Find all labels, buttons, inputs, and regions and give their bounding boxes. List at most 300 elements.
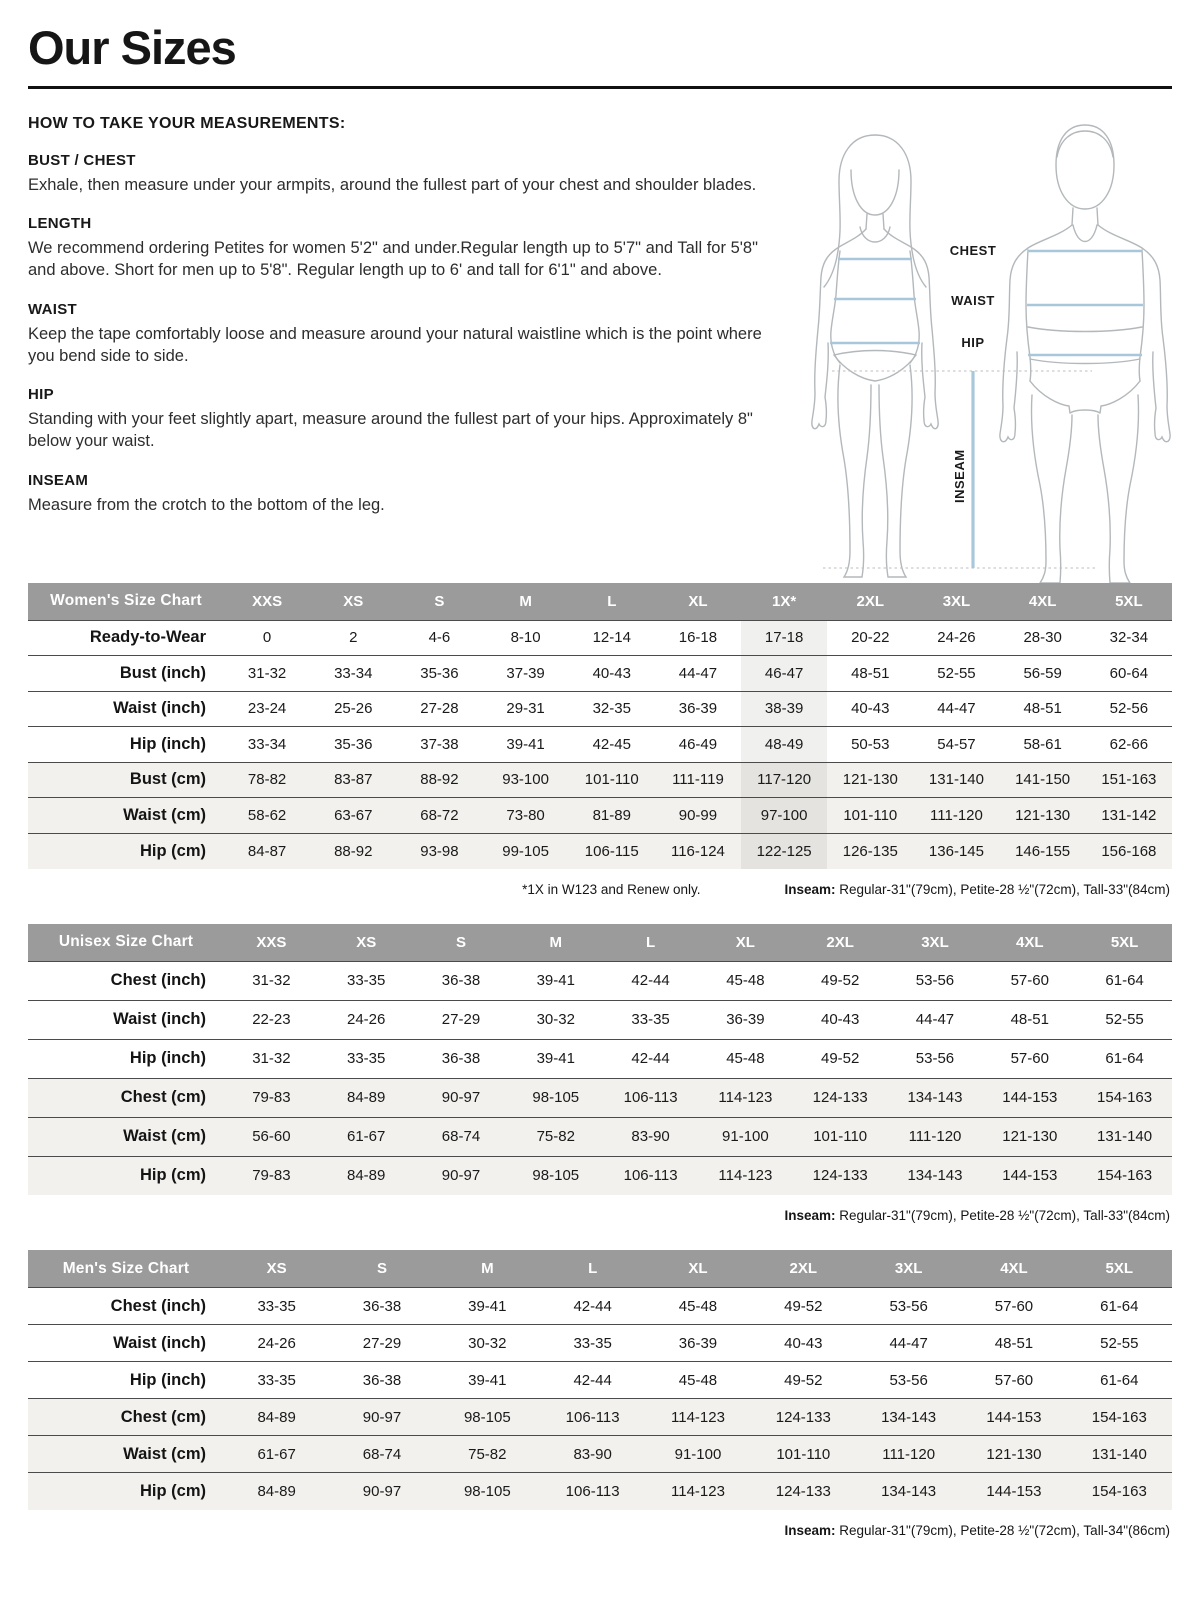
table-cell: 57-60 [994,1297,1034,1315]
table-cell: 75-82 [536,1128,575,1146]
table-cell: 42-44 [573,1371,612,1389]
column-header: XL [645,1250,750,1288]
table-cell: 111-120 [930,806,983,824]
woman-figure-outline [812,135,938,577]
column-header: L [569,583,655,621]
table-row [28,1362,1172,1399]
table-cell: 46-49 [678,735,718,753]
table-cell: 131-142 [1101,806,1157,824]
instruction-section [28,215,770,282]
table-cell: 40-43 [592,664,631,682]
section-text: Keep the tape comfortably loose and measure around your natural waistline which is the point where you bend side to side. [28,324,762,365]
column-header: S [414,924,509,962]
table-row [28,656,1172,692]
table-cell: 106-113 [565,1408,620,1426]
table-cell: 60-64 [1109,664,1149,682]
instruction-section [28,472,770,517]
inseam-note-label: Inseam: [784,881,836,897]
table-cell: 93-98 [420,842,459,860]
row-label: Hip (cm) [140,841,206,860]
table-cell: 36-39 [678,700,718,718]
column-header: S [396,583,482,621]
chest-label: CHEST [949,242,997,258]
table-row [28,798,1172,834]
table-row [28,1000,1172,1039]
table-title: Women's Size Chart [28,583,224,621]
table-cell: 48-51 [851,664,890,682]
table-cell: 48-51 [1023,700,1062,718]
table-cell: 62-66 [1109,735,1149,753]
table-cell: 134-143 [907,1167,963,1185]
table-cell: 36-39 [678,1334,718,1352]
table-cell: 33-34 [334,664,373,682]
table-cell: 141-150 [1015,771,1071,789]
inseam-note-label: Inseam: [784,1522,836,1538]
measurement-diagram [780,115,1172,583]
table-cell: 131-140 [928,771,984,789]
column-header: 3XL [913,583,999,621]
section-text: Standing with your feet slightly apart, measure around the fullest part of your hips. Approximately 8" below your waist. [28,410,753,451]
table-row [28,727,1172,763]
table-cell: 61-64 [1105,972,1144,990]
table-cell: 91-100 [722,1128,769,1146]
table-cell: 52-55 [1100,1334,1139,1352]
table-cell: 33-35 [573,1334,612,1352]
row-label: Waist (cm) [123,805,206,824]
table-cell: 45-48 [678,1297,718,1315]
table-cell: 122-125 [741,833,827,869]
table-cell: 36-39 [726,1011,765,1029]
table-cell: 4-6 [428,629,451,647]
table-cell: 32-34 [1109,629,1149,647]
header-row [28,1250,1172,1288]
row-label: Hip (cm) [140,1166,206,1185]
table-cell: 33-35 [257,1371,296,1389]
table-row [28,1078,1172,1117]
table-cell: 124-133 [775,1482,831,1500]
column-header: XXS [224,583,310,621]
section-title: LENGTH [28,215,92,233]
table-cell: 101-110 [776,1445,831,1463]
table-cell: 61-67 [347,1128,386,1146]
table-cell: 90-97 [441,1089,481,1107]
table-cell: 27-29 [362,1334,402,1352]
table-cell: 20-22 [851,629,890,647]
table-cell: 16-18 [678,629,718,647]
page-title: Our Sizes [28,21,236,74]
table-cell: 29-31 [506,700,545,718]
column-header: XL [698,924,793,962]
row-label: Hip (inch) [129,734,206,753]
table-cell: 121-130 [986,1445,1042,1463]
table-notes [28,1208,1170,1223]
table-cell: 52-55 [937,664,976,682]
table-cell: 12-14 [592,629,631,647]
table-cell: 33-35 [257,1297,296,1315]
table-cell: 79-83 [252,1089,291,1107]
table-cell: 61-67 [257,1445,296,1463]
column-header: XL [655,583,741,621]
table-row [28,1473,1172,1510]
table-cell: 42-45 [592,735,631,753]
table-cell: 23-24 [247,700,287,718]
table-cell: 114-123 [671,1408,725,1426]
table-row [28,1117,1172,1156]
table-row [28,1325,1172,1362]
table-cell: 44-47 [889,1334,928,1352]
table-cell: 84-89 [257,1482,296,1500]
header-row [28,924,1172,962]
table-cell: 24-26 [347,1011,386,1029]
table-cell: 39-41 [468,1297,507,1315]
table-cell: 93-100 [502,771,549,789]
column-header: M [435,1250,540,1288]
table-cell: 68-74 [441,1128,481,1146]
row-label: Hip (cm) [140,1481,206,1500]
table-row [28,1156,1172,1195]
table-cell: 144-153 [1002,1167,1058,1185]
table-cell: 91-100 [674,1445,722,1463]
table-cell: 63-67 [334,806,373,824]
table-cell: 121-130 [1015,806,1071,824]
row-label: Waist (inch) [113,1333,206,1352]
table-cell: 56-59 [1023,664,1062,682]
table-row [28,1399,1172,1436]
table-cell: 25-26 [334,700,373,718]
table-cell: 49-52 [784,1297,823,1315]
column-header: 5XL [1077,924,1172,962]
table-cell: 52-55 [1105,1011,1144,1029]
size-table [28,1250,1172,1510]
table-cell: 40-43 [784,1334,823,1352]
table-cell: 88-92 [334,842,373,860]
table-cell: 114-123 [671,1482,725,1500]
table-cell: 58-61 [1023,735,1062,753]
table-cell: 48-49 [741,727,827,763]
table-cell: 121-130 [1002,1128,1058,1146]
table-row [28,762,1172,798]
table-cell: 22-23 [252,1011,291,1029]
table-cell: 44-47 [937,700,976,718]
table-cell: 81-89 [592,806,631,824]
instruction-section [28,301,770,368]
table-cell: 97-100 [741,798,827,834]
table-cell: 151-163 [1101,771,1157,789]
instructions-heading: HOW TO TAKE YOUR MEASUREMENTS: [28,114,346,132]
table-cell: 24-26 [257,1334,296,1352]
table-cell: 131-140 [1097,1128,1153,1146]
table-cell: 90-97 [362,1408,402,1426]
table-cell: 111-119 [672,771,724,789]
table-cell: 111-120 [882,1445,936,1463]
table-row [28,1288,1172,1325]
column-header: S [329,1250,434,1288]
table-cell: 134-143 [881,1482,937,1500]
column-header: 2XL [793,924,888,962]
hip-label: HIP [961,334,985,350]
table-cell: 156-168 [1101,842,1157,860]
row-label: Bust (cm) [129,770,206,789]
size-table [28,924,1172,1196]
section-title: WAIST [28,300,77,318]
table-cell: 54-57 [937,735,976,753]
table-cell: 61-64 [1100,1297,1139,1315]
table-cell: 84-89 [347,1167,386,1185]
table-cell: 49-52 [820,972,860,990]
row-label: Waist (inch) [113,699,206,718]
column-header: 1X* [741,583,827,621]
table-cell: 27-28 [420,700,459,718]
table-cell: 101-110 [843,806,898,824]
table-cell: 106-113 [623,1167,678,1185]
size-table [28,583,1172,869]
table-cell: 134-143 [881,1408,937,1426]
table-cell: 136-145 [928,842,984,860]
unisex-size-chart [28,924,1172,1224]
section-text: Measure from the crotch to the bottom of the leg. [28,495,385,514]
table-cell: 57-60 [1010,1050,1049,1068]
table-cell: 42-44 [573,1297,612,1315]
table-cell: 114-123 [718,1167,773,1185]
table-cell: 117-120 [741,762,827,798]
column-header: L [603,924,698,962]
table-cell: 68-72 [420,806,459,824]
table-cell: 90-97 [441,1167,481,1185]
row-label: Chest (inch) [110,971,206,990]
table-cell: 154-163 [1091,1408,1147,1426]
table-cell: 24-26 [937,629,976,647]
table-cell: 79-83 [252,1167,291,1185]
table-cell: 57-60 [1010,972,1049,990]
section-text: We recommend ordering Petites for women 5'2" and under.Regular length up to 5'7" and Tall for 5'8" and above. Short for men up to 5'8". Regular length up to 6' and tall for 6'1" and above. [28,239,758,280]
table-cell: 114-123 [718,1089,773,1107]
column-header: XXS [224,924,319,962]
table-row [28,1436,1172,1473]
column-header: XS [319,924,414,962]
table-cell: 73-80 [506,806,545,824]
table-cell: 53-56 [915,1050,955,1068]
table-cell: 106-115 [584,842,639,860]
table-cell: 83-87 [334,771,373,789]
table-cell: 111-120 [908,1128,962,1146]
table-cell: 49-52 [820,1050,860,1068]
column-header: 4XL [982,924,1077,962]
column-header: 2XL [827,583,913,621]
table-cell: 2 [349,629,358,647]
table-cell: 35-36 [420,664,459,682]
table-cell: 36-38 [362,1371,402,1389]
table-cell: 61-64 [1100,1371,1139,1389]
column-header: 4XL [1000,583,1086,621]
measurement-instructions [28,115,770,517]
table-cell: 98-105 [463,1408,511,1426]
womens-size-chart [28,583,1172,897]
table-cell: 36-38 [362,1297,402,1315]
column-header: 4XL [961,1250,1066,1288]
column-header: XS [224,1250,329,1288]
table-cell: 144-153 [986,1482,1042,1500]
column-header: 3XL [888,924,983,962]
table-cell: 39-41 [468,1371,507,1389]
table-cell: 116-124 [670,842,725,860]
table-cell: 154-163 [1097,1089,1153,1107]
table-cell: 84-87 [247,842,287,860]
table-row [28,691,1172,727]
table-cell: 45-48 [726,972,765,990]
header-row [28,583,1172,621]
inseam-note: Inseam: Regular-31"(79cm), Petite-28 ½"(72cm), Tall-34"(86cm) [784,1522,1170,1538]
table-cell: 98-105 [463,1482,511,1500]
section-text: Exhale, then measure under your armpits, around the fullest part of your chest and shoulder blades. [28,175,757,194]
inseam-note-label: Inseam: [784,1208,836,1224]
table-cell: 124-133 [775,1408,831,1426]
table-cell: 39-41 [536,972,575,990]
table-cell: 99-105 [502,842,549,860]
table-cell: 146-155 [1015,842,1071,860]
table-cell: 101-110 [584,771,639,789]
table-row [28,833,1172,869]
instruction-section [28,386,770,453]
top-section [28,115,1172,583]
table-row [28,1039,1172,1078]
table-cell: 101-110 [813,1128,868,1146]
table-cell: 58-62 [247,806,287,824]
table-cell: 131-140 [1091,1445,1147,1463]
table-cell: 90-97 [362,1482,402,1500]
row-label: Chest (inch) [110,1296,206,1315]
table-title: Unisex Size Chart [28,924,224,962]
table-cell: 42-44 [631,972,670,990]
table-cell: 39-41 [506,735,545,753]
row-label: Hip (inch) [129,1370,206,1389]
mens-size-chart [28,1250,1172,1538]
row-label: Chest (cm) [120,1088,206,1107]
table-cell: 83-90 [631,1128,670,1146]
table-cell: 33-34 [247,735,287,753]
table-cell: 53-56 [889,1371,928,1389]
table-cell: 33-35 [347,972,386,990]
table-row [28,961,1172,1000]
footnote: *1X in W123 and Renew only. [522,881,701,897]
table-cell: 27-29 [441,1011,481,1029]
table-cell: 48-51 [994,1334,1034,1352]
table-cell: 84-89 [257,1408,296,1426]
table-cell: 56-60 [252,1128,291,1146]
row-label: Ready-to-Wear [89,628,206,647]
waist-label: WAIST [951,292,995,308]
table-cell: 45-48 [678,1371,718,1389]
inseam-label: INSEAM [952,449,967,503]
table-cell: 49-52 [784,1371,823,1389]
table-cell: 30-32 [536,1011,575,1029]
table-cell: 124-133 [812,1167,868,1185]
table-cell: 98-105 [532,1167,580,1185]
table-cell: 126-135 [842,842,898,860]
table-cell: 50-53 [851,735,890,753]
table-cell: 154-163 [1097,1167,1153,1185]
table-cell: 57-60 [994,1371,1034,1389]
table-cell: 52-56 [1109,700,1149,718]
table-cell: 83-90 [573,1445,612,1463]
body-figures-illustration [780,115,1172,583]
section-title: BUST / CHEST [28,151,136,169]
table-cell: 44-47 [915,1011,955,1029]
column-header: M [508,924,603,962]
inseam-note: Inseam: Regular-31"(79cm), Petite-28 ½"(72cm), Tall-33"(84cm) [784,1208,1170,1224]
table-cell: 53-56 [889,1297,928,1315]
row-label: Waist (inch) [113,1010,206,1029]
title-divider [28,86,1172,89]
row-label: Waist (cm) [123,1127,206,1146]
table-notes [28,1523,1170,1538]
table-cell: 40-43 [851,700,890,718]
table-cell: 44-47 [678,664,718,682]
table-cell: 42-44 [631,1050,670,1068]
table-cell: 37-39 [506,664,545,682]
column-header: L [540,1250,645,1288]
table-cell: 154-163 [1091,1482,1147,1500]
table-cell: 0 [262,629,272,647]
table-cell: 35-36 [334,735,373,753]
table-cell: 31-32 [252,1050,291,1068]
instruction-sections [28,152,770,517]
section-title: INSEAM [28,471,89,489]
table-cell: 106-113 [565,1482,620,1500]
column-header: 2XL [751,1250,856,1288]
table-cell: 32-35 [592,700,631,718]
column-header: 5XL [1086,583,1172,621]
row-label: Bust (inch) [119,663,206,682]
table-cell: 39-41 [536,1050,575,1068]
table-cell: 31-32 [247,664,287,682]
table-row [28,620,1172,656]
table-cell: 84-89 [347,1089,386,1107]
table-cell: 68-74 [362,1445,402,1463]
table-cell: 33-35 [347,1050,386,1068]
table-cell: 98-105 [532,1089,580,1107]
inseam-note: Inseam: Regular-31"(79cm), Petite-28 ½"(72cm), Tall-33"(84cm) [784,881,1170,897]
table-cell: 8-10 [510,629,541,647]
row-label: Waist (cm) [123,1444,206,1463]
table-cell: 78-82 [247,771,287,789]
column-header: M [483,583,569,621]
table-cell: 36-38 [441,972,481,990]
table-cell: 33-35 [631,1011,670,1029]
table-cell: 38-39 [741,691,827,727]
column-header: XS [310,583,396,621]
row-label: Hip (inch) [129,1049,206,1068]
table-cell: 106-113 [623,1089,678,1107]
table-cell: 75-82 [468,1445,507,1463]
table-cell: 124-133 [812,1089,868,1107]
table-cell: 45-48 [726,1050,765,1068]
table-cell: 40-43 [820,1011,860,1029]
table-cell: 46-47 [741,656,827,692]
table-title: Men's Size Chart [28,1250,224,1288]
table-cell: 61-64 [1105,1050,1144,1068]
table-cell: 28-30 [1023,629,1062,647]
table-cell: 30-32 [468,1334,507,1352]
table-cell: 17-18 [741,620,827,656]
column-header: 3XL [856,1250,961,1288]
table-notes [28,882,1170,897]
column-header: 5XL [1067,1250,1172,1288]
row-label: Chest (cm) [120,1407,206,1426]
table-cell: 144-153 [1002,1089,1058,1107]
table-cell: 36-38 [441,1050,481,1068]
table-cell: 48-51 [1010,1011,1049,1029]
table-cell: 121-130 [842,771,898,789]
